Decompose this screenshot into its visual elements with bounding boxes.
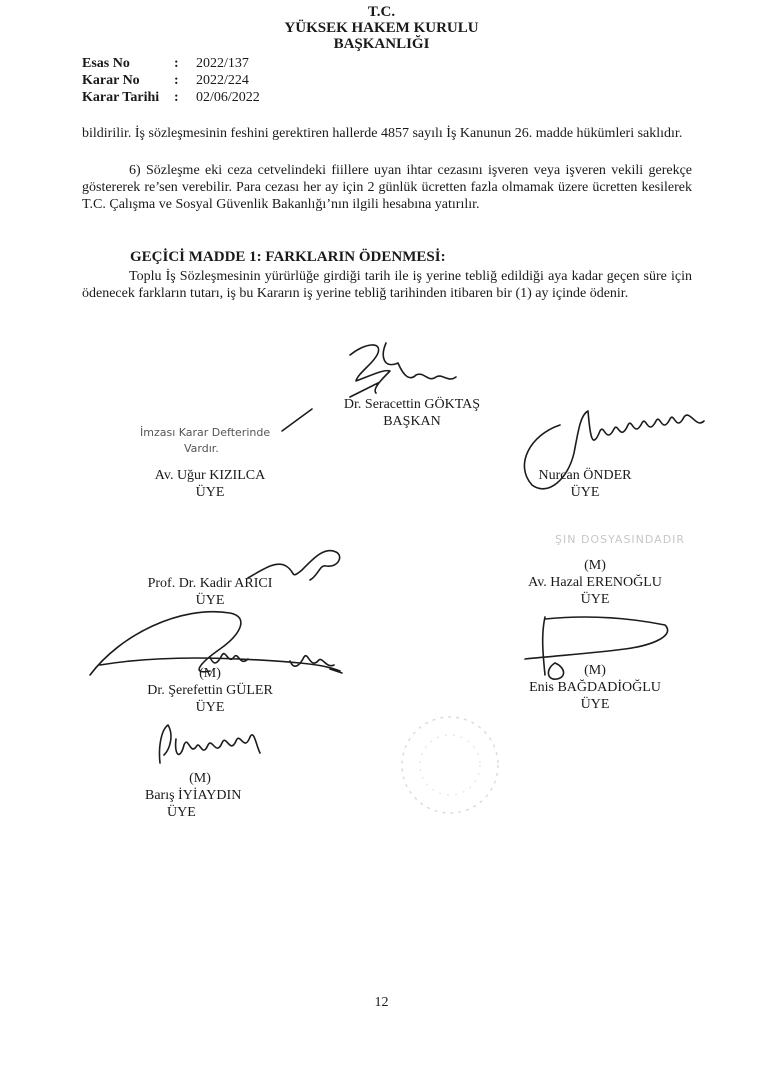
arici-role: ÜYE (195, 593, 225, 608)
erenoglu-mark: (M) (584, 558, 606, 573)
karar-label: Karar No (82, 73, 140, 88)
esas-row (82, 55, 260, 72)
goktas-role: BAŞKAN (383, 414, 441, 429)
erenoglu-role: ÜYE (580, 592, 610, 607)
karar-defteri-stamp-line2: Vardır. (184, 442, 219, 455)
tarih-value: 02/06/2022 (196, 90, 260, 105)
iyiaydin-mark: (M) (189, 771, 211, 786)
bagdadioglu-role: ÜYE (580, 697, 610, 712)
esas-value: 2022/137 (196, 56, 249, 71)
dosya-faded-stamp: ŞIN DOSYASINDADIR (555, 533, 686, 546)
onder-name: Nurcan ÖNDER (538, 468, 632, 483)
kizilca-role: ÜYE (195, 485, 225, 500)
goktas-name: Dr. Seracettin GÖKTAŞ (343, 397, 481, 412)
header-board: YÜKSEK HAKEM KURULU (284, 20, 479, 36)
case-meta (82, 55, 260, 106)
page-number: 12 (374, 995, 389, 1010)
karar-colon: : (174, 73, 179, 88)
kizilca-name: Av. Uğur KIZILCA (154, 468, 266, 483)
tarih-row (82, 89, 260, 106)
guler-mark: (M) (199, 666, 221, 681)
karar-value: 2022/224 (196, 73, 249, 88)
section-heading: GEÇİCİ MADDE 1: FARKLARIN ÖDENMESİ: (130, 249, 446, 265)
iyiaydin-signature (150, 715, 280, 775)
header-tc: T.C. (367, 4, 396, 20)
iyiaydin-name: Barış İYİAYDIN (145, 788, 242, 803)
stamp-arrow-mark (278, 405, 318, 435)
paragraph-1: bildirilir. İş sözleşmesinin feshini gerektiren hallerde 4857 sayılı İş Kanunun 26. madde hükümleri saklıdır. (82, 126, 683, 141)
karar-row (82, 72, 260, 89)
guler-role: ÜYE (195, 700, 225, 715)
guler-name: Dr. Şerefettin GÜLER (147, 683, 273, 698)
karar-defteri-stamp-line1: İmzası Karar Defterinde (140, 426, 271, 439)
esas-colon: : (174, 56, 179, 71)
bagdadioglu-mark: (M) (584, 663, 606, 678)
esas-label: Esas No (82, 56, 130, 71)
paragraph-2: 6) Sözleşme eki ceza cetvelindeki fiillere uyan ihtar cezasını işveren veya işveren vekili gerekçe göstererek re’sen verebilir. Para cezası her ay için 2 günlük ücretten fazla olmamak üzere ücretten kesilerek T.C. Çalışma ve Sosyal Güvenlik Bakanlığı’nın ilgili hesabına yatırılır. (82, 163, 692, 212)
tarih-colon: : (174, 90, 179, 105)
tarih-label: Karar Tarihi (82, 90, 160, 105)
header-presidency: BAŞKANLIĞI (333, 36, 430, 52)
paragraph-3: Toplu İş Sözleşmesinin yürürlüğe girdiği tarih ile iş yerine tebliğ edildiği aya kadar geçen süre için ödenecek farkların tutarı, iş bu Kararın iş yerine tebliğ tarihinden itibaren bir (1) ay içinde ödenir. (82, 269, 692, 301)
onder-role: ÜYE (570, 485, 600, 500)
erenoglu-name: Av. Hazal ERENOĞLU (528, 575, 662, 590)
bagdadioglu-name: Enis BAĞDADİOĞLU (529, 680, 661, 695)
arici-name: Prof. Dr. Kadir ARICI (147, 576, 273, 591)
iyiaydin-role: ÜYE (167, 805, 196, 820)
faded-round-seal (395, 710, 505, 820)
